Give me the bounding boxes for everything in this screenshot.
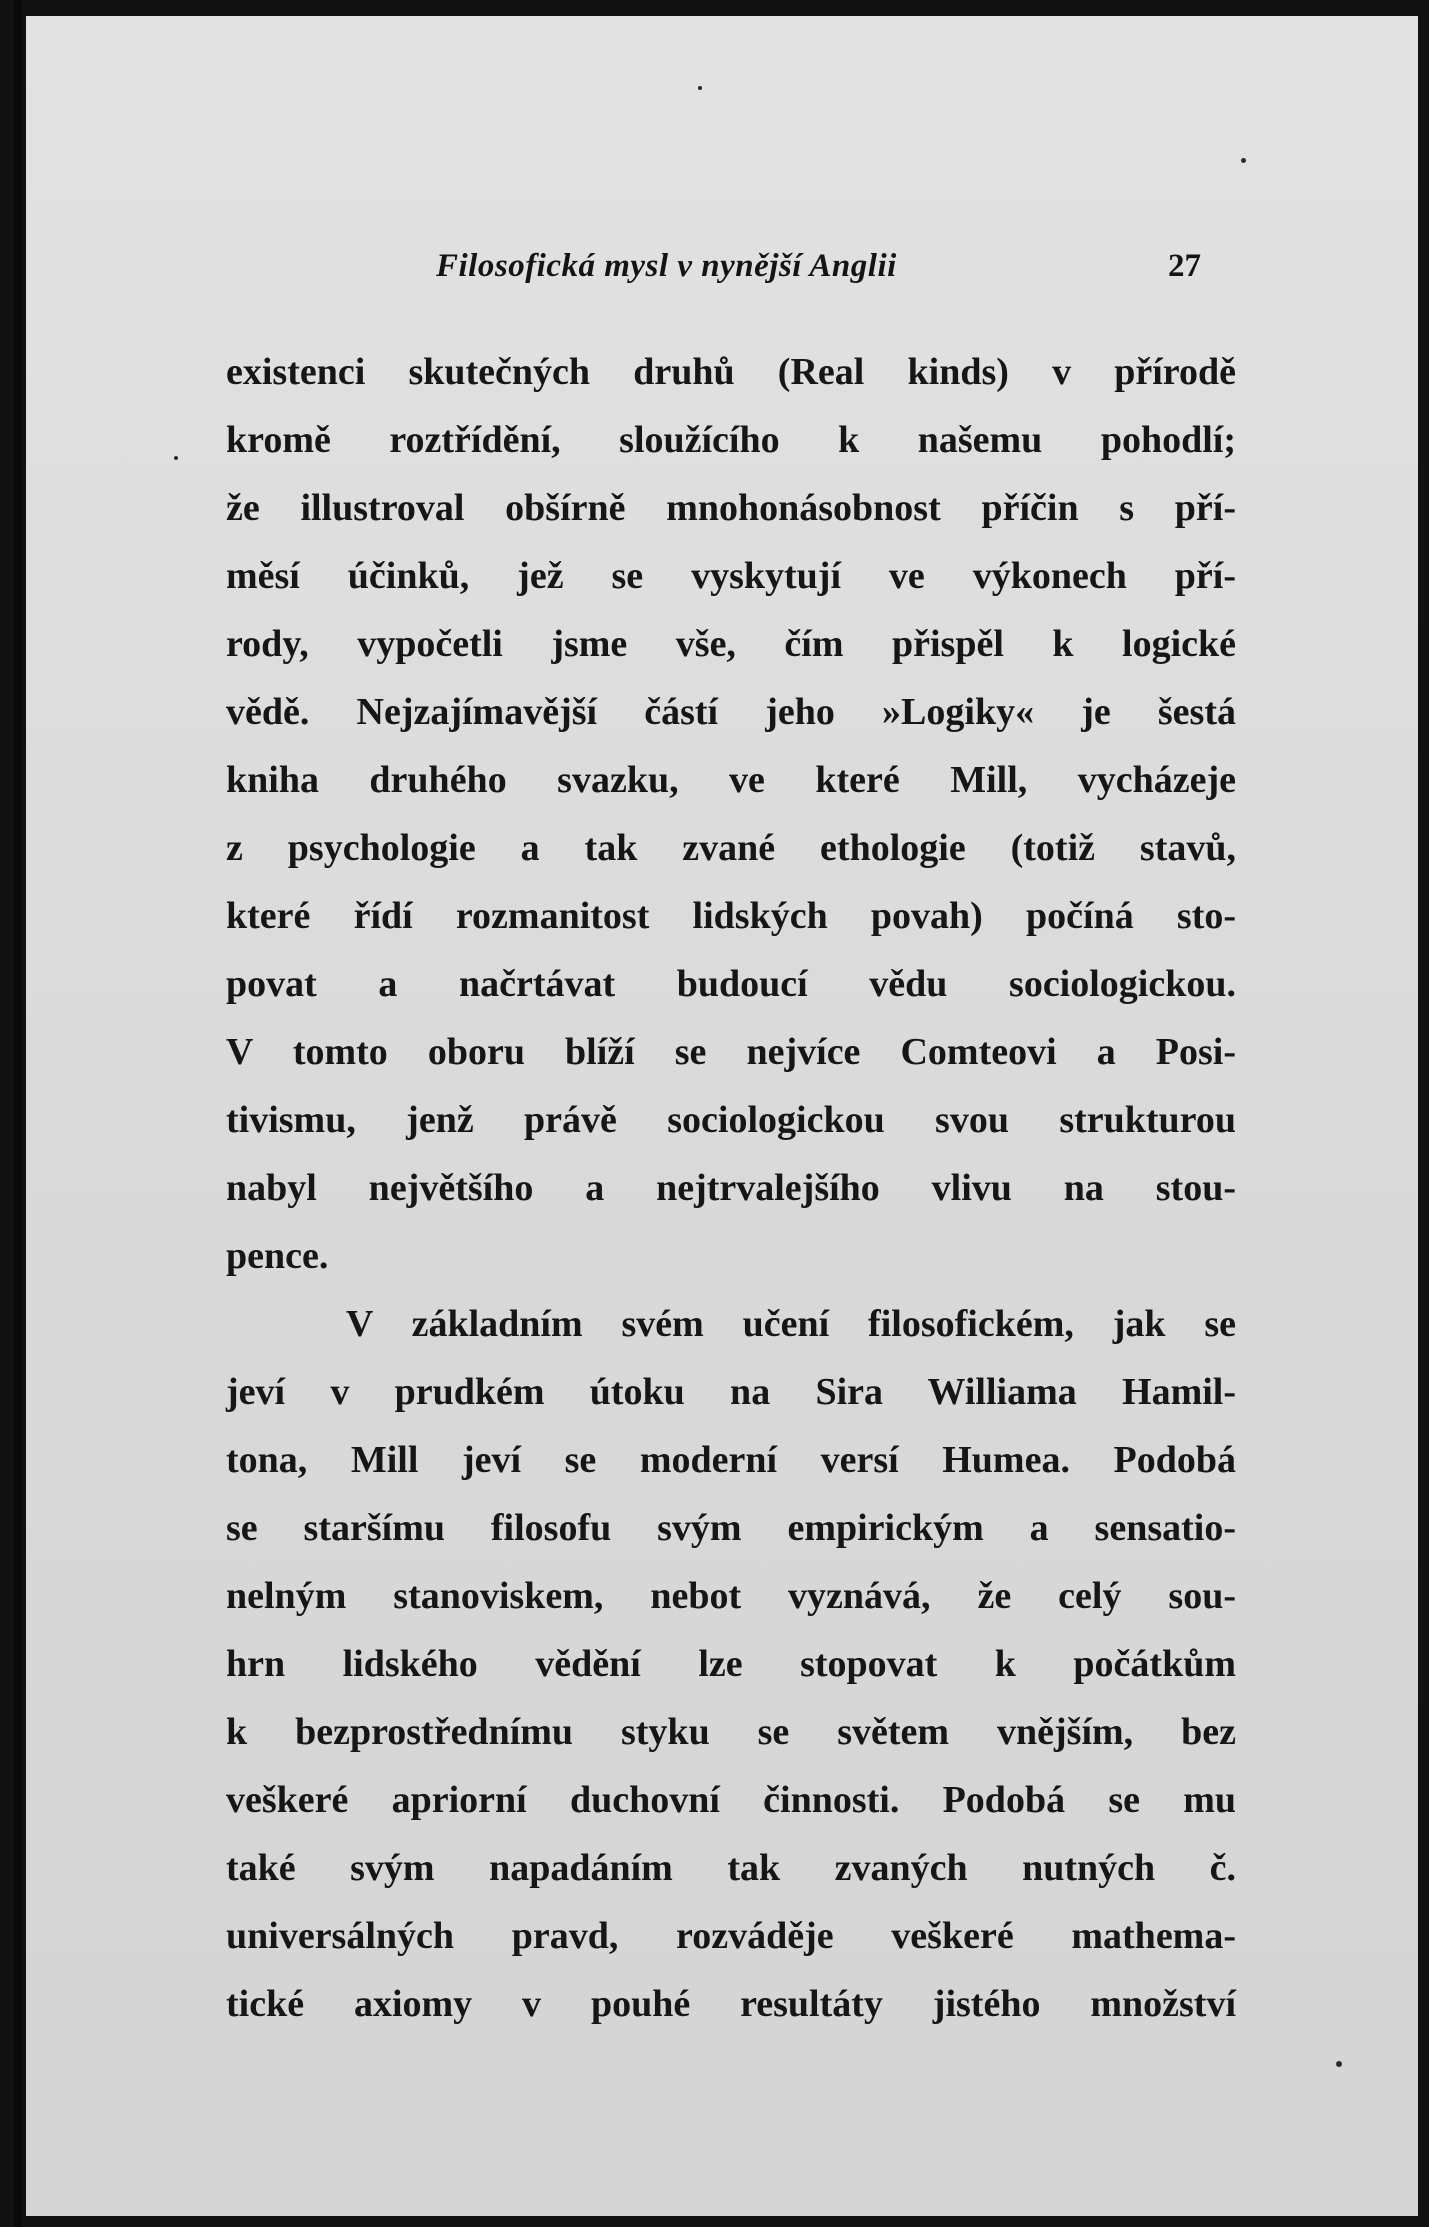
text-line: jeví v prudkém útoku na Sira Williama Hamil-	[226, 1371, 1236, 1413]
text-line: veškeré apriorní duchovní činnosti. Podobá se mu	[226, 1779, 1236, 1821]
book-binding-edge	[14, 0, 22, 2227]
paper-speck	[1336, 2061, 1342, 2067]
text-line: V tomto oboru blíží se nejvíce Comteovi a Posi-	[226, 1031, 1236, 1073]
text-line: tivismu, jenž právě sociologickou svou strukturou	[226, 1099, 1236, 1141]
paper-speck	[1241, 158, 1246, 163]
text-line: které řídí rozmanitost lidských povah) počíná sto-	[226, 895, 1236, 937]
text-line: tické axiomy v pouhé resultáty jistého množství	[226, 1983, 1236, 2025]
paragraph	[226, 1290, 1236, 2038]
text-line: vědě. Nejzajímavější částí jeho »Logiky« je šestá	[226, 691, 1236, 733]
paragraph	[226, 338, 1236, 1290]
text-line: hrn lidského vědění lze stopovat k počátkům	[226, 1643, 1236, 1685]
text-line: se staršímu filosofu svým empirickým a sensatio-	[226, 1507, 1236, 1549]
page-number: 27	[1168, 248, 1201, 284]
text-line: z psychologie a tak zvané ethologie (totiž stavů,	[226, 827, 1236, 869]
text-line: nelným stanoviskem, nebot vyznává, že celý sou-	[226, 1575, 1236, 1617]
text-line: tona, Mill jeví se moderní versí Humea. Podobá	[226, 1439, 1236, 1481]
text-line: kromě roztřídění, sloužícího k našemu pohodlí;	[226, 419, 1236, 461]
text-line: universálných pravd, rozváděje veškeré mathema-	[226, 1915, 1236, 1957]
text-line: měsí účinků, jež se vyskytují ve výkonech pří-	[226, 555, 1236, 597]
text-line: pence.	[226, 1235, 329, 1277]
text-line: k bezprostřednímu styku se světem vnějším, bez	[226, 1711, 1236, 1753]
running-header	[26, 248, 1418, 308]
paper-speck	[698, 86, 702, 90]
text-line: existenci skutečných druhů (Real kinds) v přírodě	[226, 351, 1236, 393]
body-text	[226, 338, 1236, 2038]
running-title: Filosofická mysl v nynější Anglii	[436, 248, 897, 284]
text-line: povat a načrtávat budoucí vědu sociologickou.	[226, 963, 1236, 1005]
text-line: kniha druhého svazku, ve které Mill, vycházeje	[226, 759, 1236, 801]
text-line: nabyl největšího a nejtrvalejšího vlivu na stou-	[226, 1167, 1236, 1209]
text-line: že illustroval obšírně mnohonásobnost příčin s pří-	[226, 487, 1236, 529]
text-line: také svým napadáním tak zvaných nutných č.	[226, 1847, 1236, 1889]
text-line: rody, vypočetli jsme vše, čím přispěl k logické	[226, 623, 1236, 665]
text-line: V základním svém učení filosofickém, jak se	[346, 1303, 1236, 1345]
book-page	[26, 16, 1418, 2216]
paper-speck	[174, 456, 178, 460]
